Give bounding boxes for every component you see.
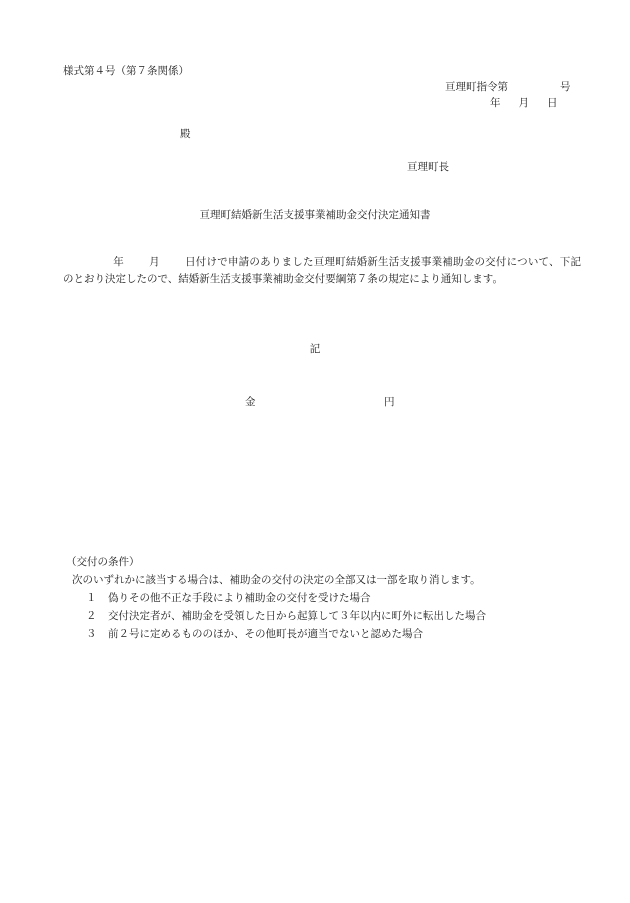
- condition-text: 前２号に定めるもののほか、その他町長が適当でないと認めた場合: [108, 628, 423, 640]
- document-date: [490, 98, 558, 109]
- condition-text: 交付決定者が、補助金を受領した日から起算して３年以内に町外に転出した場合: [108, 610, 486, 622]
- condition-item: [86, 611, 486, 622]
- ki-marker: 記: [309, 343, 321, 355]
- body-year: 年: [113, 256, 124, 268]
- issuer: 亘理町長: [407, 161, 449, 173]
- date-day: 日: [547, 97, 558, 109]
- document-number-prefix: 亘理町指令第: [445, 81, 508, 93]
- condition-item: [86, 629, 423, 640]
- condition-number: ２: [86, 610, 97, 622]
- document-title: 亘理町結婚新生活支援事業補助金交付決定通知書: [199, 209, 431, 221]
- amount-unit: 円: [384, 396, 395, 408]
- body-text: 日付けで申請のありました亘理町結婚新生活支援事業補助金の交付について、下記のとおり決定したので、結婚新生活支援事業補助金交付要綱第７条の規定により通知します。: [63, 256, 581, 285]
- addressee: 殿: [180, 128, 191, 140]
- document-number-suffix: 号: [560, 81, 571, 93]
- condition-number: １: [86, 592, 97, 604]
- document-number: [445, 82, 571, 93]
- form-number: 様式第４号（第７条関係）: [63, 65, 189, 77]
- condition-number: ３: [86, 628, 97, 640]
- body-paragraph: [63, 254, 581, 288]
- condition-text: 偽りその他不正な手段により補助金の交付を受けた場合: [108, 592, 371, 604]
- date-year: 年: [490, 97, 501, 109]
- body-month: 月: [148, 256, 160, 268]
- conditions-intro: 次のいずれかに該当する場合は、補助金の交付の決定の全部又は一部を取り消します。: [72, 574, 481, 586]
- conditions-heading: （交付の条件）: [66, 556, 140, 568]
- amount-label: 金: [245, 396, 256, 408]
- date-month: 月: [518, 97, 529, 109]
- condition-item: [86, 593, 371, 604]
